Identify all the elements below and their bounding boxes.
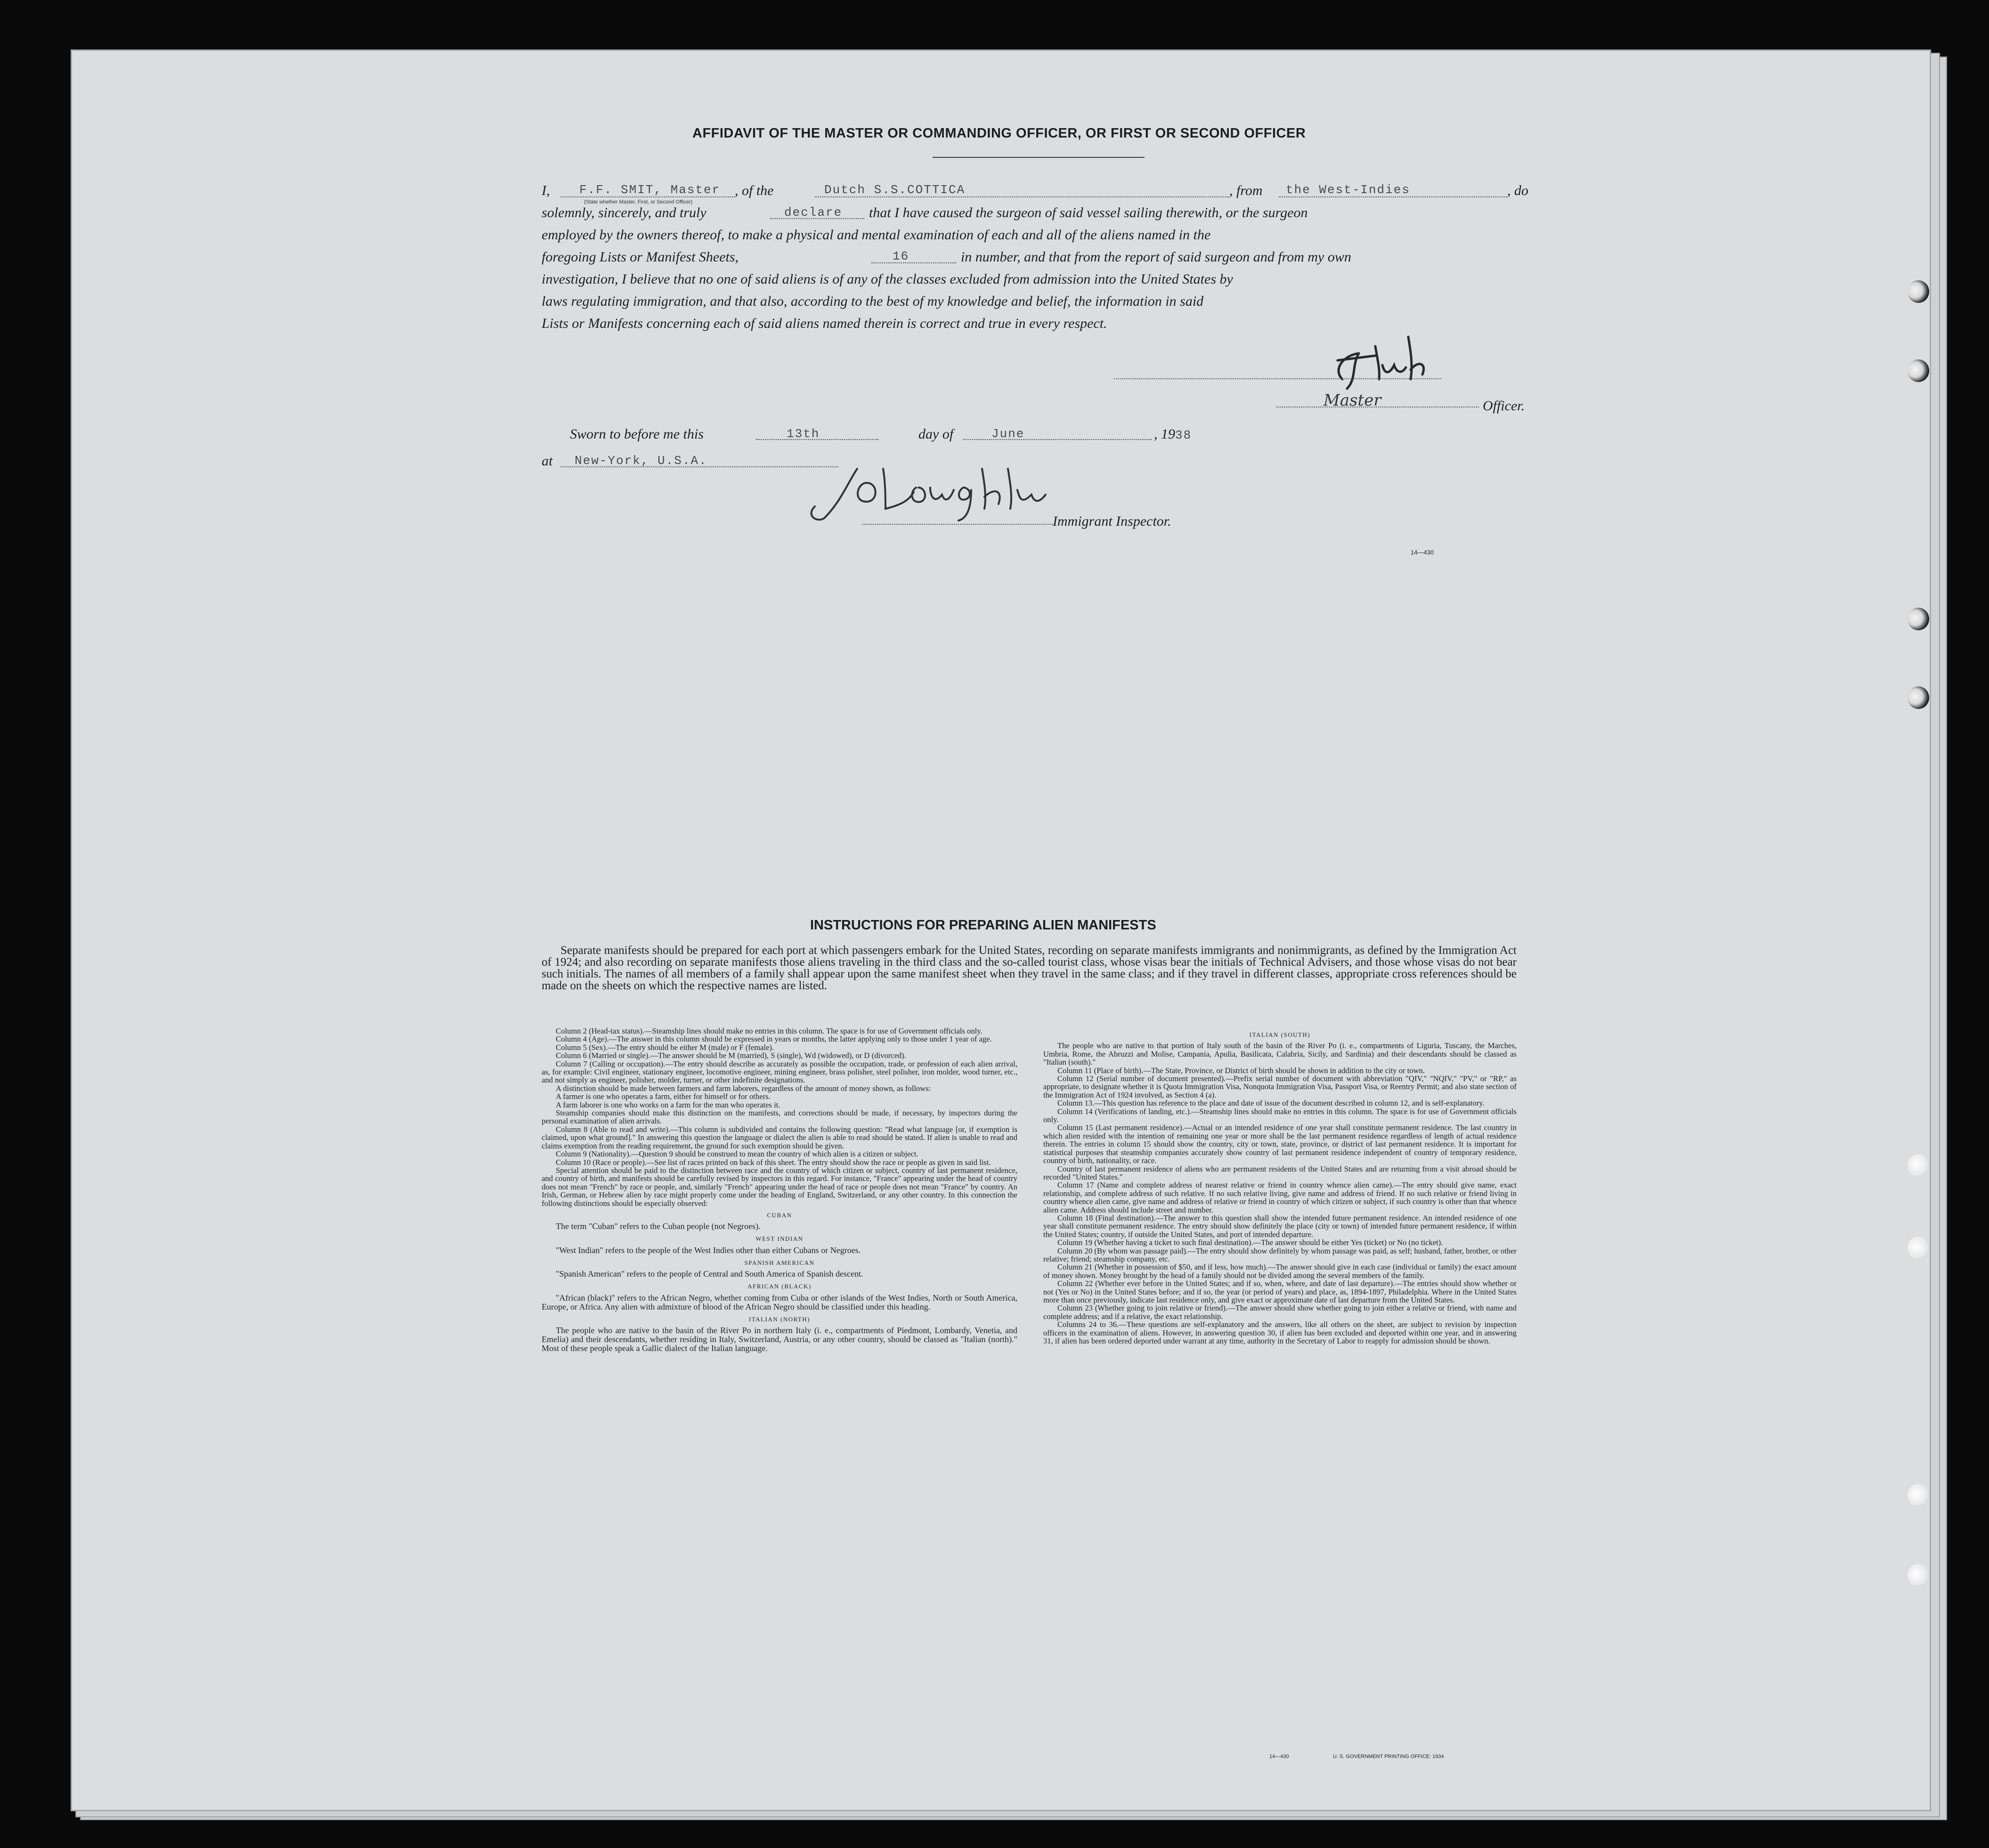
column-14-note: Column 14 (Verifications of landing, etc.).—Steamship lines should make no entries in this column. The space is for use of Government officials only. xyxy=(1043,1107,1517,1124)
sworn-label: Sworn to before me this xyxy=(570,426,704,442)
vessel-line xyxy=(815,196,1229,197)
year-prefix-text: , 19 xyxy=(1154,426,1175,442)
day-of-label: day of xyxy=(918,426,954,442)
binder-hole xyxy=(1908,1484,1929,1506)
inspector-label: Immigrant Inspector. xyxy=(1053,513,1171,529)
column-11-note: Column 11 (Place of birth).—The State, Province, or District of birth should be shown in addition to the city or town. xyxy=(1057,1066,1425,1075)
from-label: , from xyxy=(1229,183,1263,198)
race-distinction-note: Special attention should be paid to the distinction between race and the country of which citizen or subject, country of last permanent residence, and country of birth, and manifests should be carefully revised by inspectors in this regard. For instance, "France" appearing under the head of country does not mean "French" by race or people, and, similarly "French" appearing under the head of race or people does not mean "France" by country. An Irish, German, or Hebrew alien by race might properly come under the heading of England, Switzerland, or any other country. In this connection the following distinctions should be especially observed: xyxy=(542,1165,1017,1208)
instructions-left-column xyxy=(542,1027,1017,1353)
column-22-note: Column 22 (Whether ever before in the United States; and if so, when, where, and date of last departure).—The entries should show whether or not (Yes or No) in the United States before; and if so, the year (or period of years) and place, as, 1894-1897, Philadelphia. Where in the United States more than once previously, indicate last residence only, and give exact or approximate date of last departure from the United States. xyxy=(1043,1279,1517,1304)
column-19-note: Column 19 (Whether having a ticket to such final destination).—The answer should be either Yes (ticket) or No (no ticket). xyxy=(1057,1238,1443,1247)
italian-north-definition: The people who are native to the basin of the River Po in northern Italy (i. e., compartments of Piedmont, Lombardy, Venetia, and Emelia) and their descendants, whether residing in Italy, Switzerland, Austria, or any other country, should be classed as "Italian (north)." Most of these people speak a Gallic dialect of the Italian language. xyxy=(542,1325,1017,1353)
at-label: at xyxy=(542,453,553,469)
column-21-note: Column 21 (Whether in possession of $50, and if less, how much).—The answer should give in each case (individual or family) the exact amount of money shown. Money brought by the head of a family should not be divided among the several members of the family. xyxy=(1043,1262,1517,1280)
binder-hole xyxy=(1908,1564,1929,1587)
sworn-day-line xyxy=(756,439,878,440)
column-12-note: Column 12 (Serial number of document presented).—Prefix serial number of document with abbreviation "QIV," "NQIV," "PV," or "RP," as appropriate, to designate whether it is Quota Immigration Visa, Nonquota Immigration Visa, Passport Visa, or Reentry Permit; and also state section of the Immigration Act of 1924 involved, as Section 4 (a). xyxy=(1043,1074,1517,1099)
of-the-label: , of the xyxy=(735,183,774,198)
cuban-heading: CUBAN xyxy=(767,1211,792,1219)
master-name-line xyxy=(560,196,735,197)
column-8-note: Column 8 (Able to read and write).—This column is subdivided and contains the following question: "Read what language [or, if exemption is claimed, upon what ground]." In answering this question the language or dialect the alien is able to read should be stated. If alien is unable to read and claims exemption from the reading requirement, the ground for such exemption should be given. xyxy=(542,1124,1017,1150)
columns-24-36-note: Columns 24 to 36.—These questions are self-explanatory and the answers, like all others on the sheet, are subject to revision by inspection officers in the examination of aliens. However, in answering question 30, if alien has been excluded and deported within one year, and in answering 31, if alien has been ordered deported under warrant at any time, authority in the Secretary of Labor to reapply for admission should be shown. xyxy=(1043,1320,1517,1346)
column-10-note: Column 10 (Race or people).—See list of races printed on back of this sheet. The entry should show the race or people as given in said list. xyxy=(556,1157,991,1167)
italian-south-definition: The people who are native to that portion of Italy south of the basin of the River Po (i. e., compartments of Liguria, Tuscany, the Marches, Umbria, Rome, the Abruzzi and Molise, Campania, Apulia, Basilicata, Calabria, Sicily, and Sardinia) and their descendants should be classed as "Italian (south)." xyxy=(1043,1041,1517,1067)
west-indian-heading: WEST INDIAN xyxy=(755,1235,804,1243)
farmer-distinction: A distinction should be made between farmers and farm laborers, regardless of the amount of money shown, as follows: xyxy=(556,1083,931,1093)
master-signature-line xyxy=(1114,378,1441,379)
title-rule xyxy=(933,157,1145,158)
binder-hole xyxy=(1908,608,1929,630)
farmer-definition: A farmer is one who operates a farm, either for himself or for others. xyxy=(556,1092,771,1101)
vessel-name: Dutch S.S.COTTICA xyxy=(824,183,966,197)
column-17-note: Column 17 (Name and complete address of nearest relative or friend in country whence alien came).—The entry should give name, exact relationship, and complete address of such relative. If no such relative living, give name and address of friend. If no such relative or friend living in country whence alien came, give name and address of relative or friend in country of which citizen or subject, if such country is other than that whence alien came. Address should include street and number. xyxy=(1043,1180,1517,1214)
column-23-note: Column 23 (Whether going to join relative or friend).—The answer should show whether going to join either a relative or friend, with name and complete address; and if a relative, the exact relationship. xyxy=(1043,1303,1517,1321)
african-heading: AFRICAN (BLACK) xyxy=(747,1283,812,1290)
affidavit-line-1 xyxy=(542,183,550,199)
master-name: F.F. SMIT, Master xyxy=(579,183,721,197)
farmer-corrections: Steamship companies should make this distinction on the manifests, and corrections should be made, if necessary, by inspectors during the personal examination of alien arrivals. xyxy=(542,1108,1017,1126)
column-15-note: Column 15 (Last permanent residence).—Actual or an intended residence of one year shall constitute permanent residence. The last country in which alien resided with the intention of remaining one year or more shall be the last permanent residence regardless of length of actual residence therein. The entries in column 15 should show the country, city or town, state, province, or district of last permanent residence. It is important for statistical purposes that steamship companies accurately show country of last permanent residence independent of country of temporary residence, country of birth, nationality, or race. xyxy=(1043,1123,1517,1165)
spanish-american-definition: "Spanish American" refers to the people of Central and South America of Spanish descent. xyxy=(556,1269,863,1279)
inspector-signature-line xyxy=(862,524,1055,525)
instructions-form-number: 14—430 xyxy=(1269,1754,1289,1759)
rank-note: (State whether Master, First, or Second Officer) xyxy=(584,199,693,205)
column-13-note: Column 13.—This question has reference to the place and date of issue of the document described in column 12, and is self-explanatory. xyxy=(1057,1099,1485,1108)
declare-line xyxy=(770,218,864,219)
i-label: I, xyxy=(542,183,550,198)
year-suffix: 38 xyxy=(1175,428,1192,442)
officer-label: Officer. xyxy=(1483,398,1525,414)
column-15-returning-note: Country of last permanent residence of aliens who are permanent residents of the United States and are returning from a visit abroad should be recorded "United States." xyxy=(1043,1164,1517,1181)
instructions-right-column xyxy=(1043,1027,1517,1345)
year-prefix xyxy=(1154,426,1192,442)
affidavit-form-number: 14—430 xyxy=(1411,549,1434,556)
instructions-intro: Separate manifests should be prepared for each port at which passengers embark for the United States, recording on separate manifests immigrants and nonimmigrants, as defined by the Immigration Act of 1924; and also recording on separate manifests those aliens traveling in the third class and the so-called tourist class, whose visas bear the initials of Technical Advisers, and those whose visas do not bear such initials. The names of all members of a family shall appear upon the same manifest sheet when they travel in the same class; and if they travel in different classes, appropriate cross references should be made on the sheets on which the respective names are listed. xyxy=(542,944,1517,992)
printer-imprint: U. S. GOVERNMENT PRINTING OFFICE: 1934 xyxy=(1333,1754,1444,1759)
sheet-count: 16 xyxy=(893,249,909,263)
binder-hole xyxy=(1908,1154,1929,1177)
spanish-american-heading: SPANISH AMERICAN xyxy=(744,1259,815,1266)
from-place: the West-Indies xyxy=(1286,183,1411,197)
column-18-note: Column 18 (Final destination).—The answer to this question shall show the intended future permanent residence. An intended residence of one year shall constitute permanent residence. The entry should show definitely the place (city or town) of intended future permanent residence, if within the United States; country, if outside the United States, and port of intended departure. xyxy=(1043,1213,1517,1239)
binder-hole xyxy=(1908,280,1929,303)
sworn-place: New-York, U.S.A. xyxy=(575,454,707,468)
manifest-sheet xyxy=(71,49,1931,1811)
binder-hole xyxy=(1908,686,1929,709)
column-4-note: Column 4 (Age).—The answer in this column should be expressed in years or months, the latter applying only to those under 1 year of age. xyxy=(556,1034,992,1044)
sheet-count-line xyxy=(871,262,956,263)
sworn-month: June xyxy=(991,427,1025,441)
column-6-note: Column 6 (Married or single).—The answer should be M (married), S (single), Wd (widowed), or D (divorced). xyxy=(556,1051,906,1060)
sworn-month-line xyxy=(963,439,1152,440)
african-definition: "African (black)" refers to the African Negro, whether coming from Cuba or other islands of the West Indies, North or South America, Europe, or Africa. Any alien with admixture of blood of the African Negro should be classified under this heading. xyxy=(542,1293,1017,1311)
column-20-note: Column 20 (By whom was passage paid).—The entry should show definitely by whom passage was paid, as self; husband, father, brother, or other relative; friend; steamship company, etc. xyxy=(1043,1246,1517,1263)
column-2-note: Column 2 (Head-tax status).—Steamship lines should make no entries in this column. The space is for use of Government officials only. xyxy=(556,1026,982,1035)
column-7-note: Column 7 (Calling or occupation).—The entry should describe as accurately as possible the occupation, trade, or profession of each alien arrival, as, for example: Civil engineer, stationary engineer, locomotive engineer, mining engineer, brass polisher, steel polisher, iron molder, wood turner, etc., and not simply as engineer, polisher, molder, turner, or other indefinite designations. xyxy=(542,1059,1017,1085)
farm-laborer-definition: A farm laborer is one who works on a farm for the man who operates it. xyxy=(556,1100,780,1109)
do-label: , do xyxy=(1507,183,1528,198)
sworn-day: 13th xyxy=(787,427,820,441)
instructions-title: INSTRUCTIONS FOR PREPARING ALIEN MANIFESTS xyxy=(810,918,1156,933)
line-2-start: solemnly, sincerely, and truly xyxy=(542,205,706,220)
column-5-note: Column 5 (Sex).—The entry should be either M (male) or F (female). xyxy=(556,1042,774,1052)
affidavit-line-3: employed by the owners thereof, to make a physical and mental examination of each and all of the aliens named in the xyxy=(542,227,1211,243)
line-4-start: foregoing Lists or Manifest Sheets, xyxy=(542,249,739,265)
italian-north-heading: ITALIAN (NORTH) xyxy=(748,1315,811,1323)
affidavit-line-5: investigation, I believe that no one of said aliens is of any of the classes excluded from admission into the United States by xyxy=(542,271,1233,287)
west-indian-definition: "West Indian" refers to the people of the West Indies other than either Cubans or Negroes. xyxy=(556,1245,861,1255)
italian-south-heading: ITALIAN (SOUTH) xyxy=(1249,1031,1311,1038)
master-signature xyxy=(1314,327,1512,398)
affidavit-line-7: Lists or Manifests concerning each of said aliens named therein is correct and true in every respect. xyxy=(542,316,1107,331)
officer-rank-handwritten: Master xyxy=(1323,391,1381,410)
from-place-line xyxy=(1279,196,1507,197)
affidavit-line-6: laws regulating immigration, and that also, according to the best of my knowledge and belief, the information in said xyxy=(542,293,1204,309)
cuban-definition: The term "Cuban" refers to the Cuban people (not Negroes). xyxy=(556,1221,761,1231)
declare-word: declare xyxy=(784,205,843,220)
line-4-end: in number, and that from the report of said surgeon and from my own xyxy=(961,249,1351,265)
affidavit-line-2 xyxy=(542,205,706,221)
affidavit-title: AFFIDAVIT OF THE MASTER OR COMMANDING OFFICER, OR FIRST OR SECOND OFFICER xyxy=(692,126,1306,141)
binder-hole xyxy=(1908,1237,1929,1259)
line-2-end: that I have caused the surgeon of said vessel sailing therewith, or the surgeon xyxy=(869,205,1308,220)
binder-hole xyxy=(1908,359,1929,382)
column-9-note: Column 9 (Nationality).—Question 9 should be construed to mean the country of which alien is a citizen or subject. xyxy=(556,1149,918,1159)
